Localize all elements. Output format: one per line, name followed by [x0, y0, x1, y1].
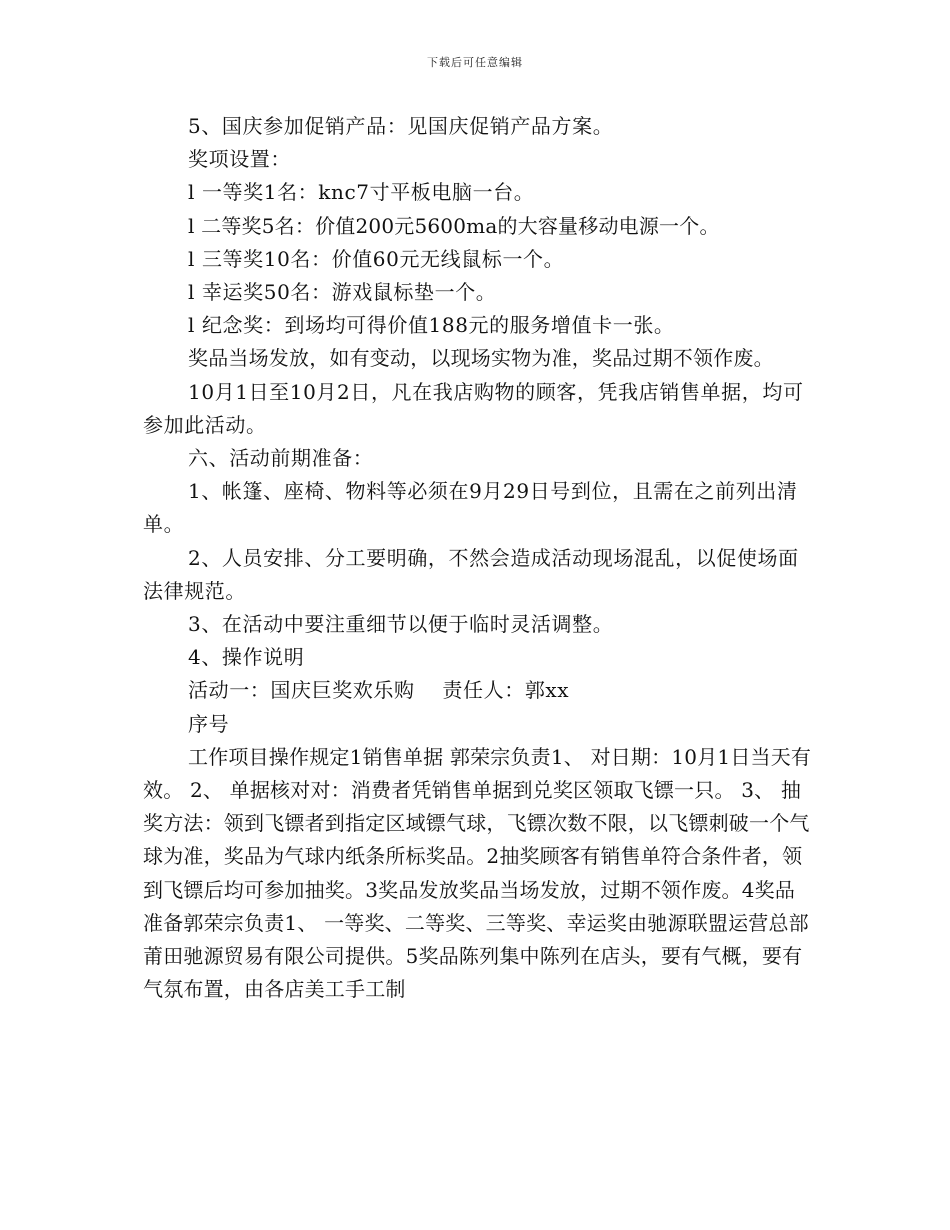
paragraph-prize-setup: 奖项设置： [188, 147, 291, 172]
paragraph-activity-dates: 10月1日至10月2日，凡在我店购物的顾客，凭我店销售单据，均可参加此活动。 [143, 379, 804, 437]
paragraph-serial-number: 序号 [188, 711, 230, 736]
paragraph-section-six: 六、活动前期准备： [188, 446, 374, 471]
paragraph-prep-3: 3、在活动中要注重细节以便于临时灵活调整。 [188, 612, 614, 637]
paragraph-prep-2: 2、人员安排、分工要明确，不然会造成活动现场混乱，以促使场面法律规范。 [143, 545, 799, 603]
document-body [143, 110, 815, 1006]
paragraph-second-prize: l 二等奖5名：价值200元5600ma的大容量移动电源一个。 [188, 213, 720, 238]
paragraph-prep-4: 4、操作说明 [188, 645, 305, 670]
paragraph-third-prize: l 三等奖10名：价值60元无线鼠标一个。 [188, 246, 565, 271]
paragraph-prep-1: 1、帐篷、座椅、物料等必须在9月29日号到位，且需在之前列出清单。 [143, 479, 798, 537]
paragraph-operation-rules: 工作项目操作规定1销售单据 郭荣宗负责1、 对日期：10月1日当天有效。 2、 单据核对对：消费者凭销售单据到兑奖区领取飞镖一只。 3、 抽奖方法：领到飞镖者到指定区域镖气球，飞镖次数不限，以飞镖刺破一个气球为准，奖品为气球内纸条所标奖品。2抽奖顾客有销售单符合条件者，领到飞镖后均可参加抽奖。3奖品发放奖品当场发放，过期不领作废。4奖品准备郭荣宗负责1、 一等奖、二等奖、三等奖、幸运奖由驰源联盟运营总部莆田驰源贸易有限公司提供。5奖品陈列集中陈列在店头，要有气概，要有气氛布置，由各店美工手工制 [143, 744, 812, 1002]
header-note: 下载后可任意编辑 [427, 56, 523, 69]
paragraph-lucky-prize: l 幸运奖50名：游戏鼠标垫一个。 [188, 280, 497, 305]
paragraph-souvenir-prize: l 纪念奖：到场均可得价值188元的服务增值卡一张。 [188, 313, 675, 338]
paragraph-promo-products: 5、国庆参加促销产品：见国庆促销产品方案。 [188, 114, 614, 138]
paragraph-activity-one: 活动一：国庆巨奖欢乐购 责任人：郭xx [188, 678, 570, 703]
paragraph-prize-delivery: 奖品当场发放，如有变动，以现场实物为准，奖品过期不领作废。 [188, 346, 774, 371]
paragraph-first-prize: l 一等奖1名：knc7寸平板电脑一台。 [188, 180, 535, 205]
